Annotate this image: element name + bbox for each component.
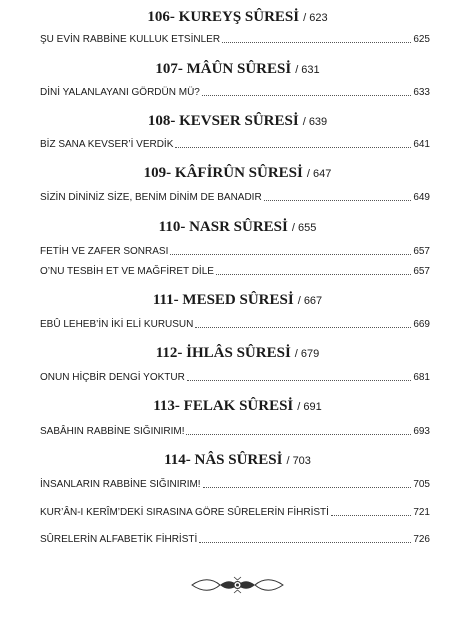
dot-leader [222, 42, 411, 43]
section-page-number: / 639 [302, 116, 328, 128]
dot-leader [170, 254, 411, 255]
section-heading-106 [0, 8, 475, 27]
entry-title: ONUN HİÇBİR DENGİ YOKTUR [40, 372, 185, 383]
entry-title: EBÛ LEHEB’İN İKİ ELİ KURUSUN [40, 319, 194, 330]
toc-entry[interactable] [40, 317, 430, 331]
section-page-number: / 623 [303, 12, 328, 24]
section-heading-114 [0, 451, 475, 470]
section-page-number: / 631 [295, 64, 320, 76]
entry-title: FETİH VE ZAFER SONRASI [40, 246, 169, 257]
section-title: 111- MESED SÛRESİ [152, 292, 294, 308]
entry-title: ŞU EVİN RABBİNE KULLUK ETSİNLER [40, 34, 221, 45]
entry-title: SABÂHIN RABBİNE SIĞINIRIM! [40, 426, 185, 437]
toc-entry[interactable] [40, 137, 430, 151]
entry-page-number: 669 [413, 319, 430, 330]
entry-page-number: 633 [413, 87, 430, 98]
section-heading-107 [0, 60, 475, 79]
entry-title: O’NU TESBİH ET VE MAĞFİRET DİLE [40, 266, 214, 277]
section-page-number: / 647 [306, 168, 332, 180]
toc-entry[interactable] [40, 190, 430, 204]
section-title: 113- FELAK SÛRESİ [153, 398, 294, 414]
entry-title: SİZİN DİNİNİZ SİZE, BENİM DİNİM DE BANADIR [40, 192, 262, 203]
section-title: 109- KÂFİRÛN SÛRESİ [143, 165, 303, 181]
toc-entry[interactable] [40, 505, 430, 519]
entry-page-number: 726 [413, 534, 430, 545]
dot-leader [175, 147, 411, 148]
toc-entry[interactable] [40, 477, 430, 491]
section-page-number: / 655 [291, 222, 317, 234]
entry-page-number: 641 [413, 139, 430, 150]
toc-entry[interactable] [40, 244, 430, 258]
section-page-number: / 703 [286, 455, 311, 467]
entry-page-number: 649 [413, 192, 430, 203]
dot-leader [331, 515, 411, 516]
section-title: 106- KUREYŞ SÛRESİ [147, 9, 300, 25]
entry-page-number: 625 [413, 34, 430, 45]
section-heading-111 [0, 291, 475, 310]
entry-page-number: 693 [413, 426, 430, 437]
section-heading-110 [0, 218, 475, 237]
entry-page-number: 657 [413, 266, 430, 277]
toc-entry[interactable] [40, 264, 430, 278]
entry-title: BİZ SANA KEVSER’İ VERDİK [40, 139, 174, 150]
entry-page-number: 657 [413, 246, 430, 257]
dot-leader [199, 542, 411, 543]
dot-leader [216, 274, 411, 275]
toc-entry[interactable] [40, 85, 430, 99]
entry-page-number: 705 [413, 479, 430, 490]
section-title: 114- NÂS SÛRESİ [164, 452, 283, 468]
dot-leader [195, 327, 411, 328]
entry-page-number: 681 [413, 372, 430, 383]
entry-title: İNSANLARIN RABBİNE SIĞINIRIM! [40, 479, 201, 490]
toc-entry[interactable] [40, 532, 430, 546]
dot-leader [203, 487, 412, 488]
section-title: 108- KEVSER SÛRESİ [147, 113, 299, 129]
dot-leader [187, 380, 411, 381]
dot-leader [202, 95, 411, 96]
entry-page-number: 721 [413, 507, 430, 518]
section-page-number: / 691 [297, 401, 322, 413]
section-heading-108 [0, 112, 475, 131]
section-page-number: / 667 [297, 295, 323, 307]
section-title: 112- İHLÂS SÛRESİ [155, 345, 291, 361]
entry-title: SÛRELERİN ALFABETİK FİHRİSTİ [40, 534, 198, 545]
section-title: 110- NASR SÛRESİ [158, 219, 288, 235]
dot-leader [264, 200, 412, 201]
entry-title: KUR’ÂN-I KERÎM’DEKİ SIRASINA GÖRE SÛRELERİN FİHRİSTİ [40, 507, 329, 518]
section-heading-112 [0, 344, 475, 363]
section-page-number: / 679 [294, 348, 320, 360]
toc-entry[interactable] [40, 370, 430, 384]
toc-entry[interactable] [40, 424, 430, 438]
section-heading-109 [0, 164, 475, 183]
ornament-divider [190, 574, 285, 596]
dot-leader [186, 434, 411, 435]
toc-entry[interactable] [40, 32, 430, 46]
section-title: 107- MÂÛN SÛRESİ [155, 61, 292, 77]
section-heading-113 [0, 397, 475, 416]
entry-title: DİNİ YALANLAYANI GÖRDÜN MÜ? [40, 87, 200, 98]
